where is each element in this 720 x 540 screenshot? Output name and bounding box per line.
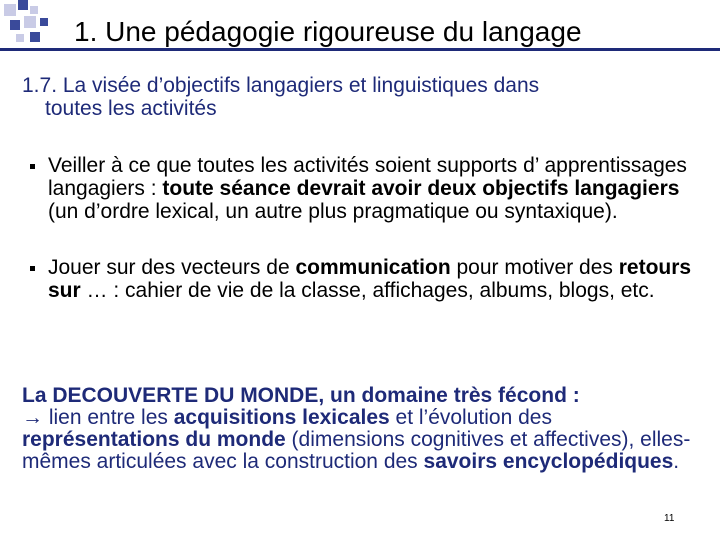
bullet-text: Veiller à ce que toutes les activités soient supports d’ apprentissages langagiers : [48,154,687,200]
discovery-body [22,407,712,473]
corner-decoration [0,0,60,50]
discovery-text: lien entre les [43,406,174,429]
section-subtitle [22,74,702,120]
bullet-item [22,256,712,302]
bullet-text-bold: toute séance devrait avoir deux objectifs langagiers [162,177,680,200]
subtitle-line-1: 1.7. La visée d’objectifs langagiers et linguistiques dans [22,74,540,97]
discovery-text-bold: acquisitions lexicales [173,406,390,429]
arrow-right-icon: → [22,406,43,429]
bullet-text-bold: communication [295,256,451,279]
bullet-item [22,154,712,223]
discovery-text: et l’évolution des [389,406,552,429]
discovery-text-bold: représentations du monde [22,428,286,451]
subtitle-line-2: toutes les activités [45,97,217,120]
discovery-text: (dimensions cognitives et affectives), elles-mêmes articulées avec la construction des [22,428,691,473]
discovery-heading: La DECOUVERTE DU MONDE, un domaine très fécond : [22,384,580,407]
bullet-square-icon [30,266,35,271]
discovery-text: . [673,450,680,473]
page-number: 11 [664,513,675,524]
page-title: 1. Une pédagogie rigoureuse du langage [74,16,582,47]
bullet-text: (un d’ordre lexical, un autre plus pragmatique ou syntaxique). [48,200,618,223]
bullet-text: Jouer sur des vecteurs de [48,256,296,279]
bullet-list [22,154,712,302]
bullet-square-icon [30,164,35,169]
title-divider [0,48,720,51]
bullet-text-bold: retours sur [48,256,692,302]
discovery-text-bold: savoirs encyclopédiques [423,450,674,473]
discovery-section [22,385,712,473]
bullet-text: … : cahier de vie de la classe, affichages, albums, blogs, etc. [80,279,655,302]
bullet-text: pour motiver des [450,256,619,279]
